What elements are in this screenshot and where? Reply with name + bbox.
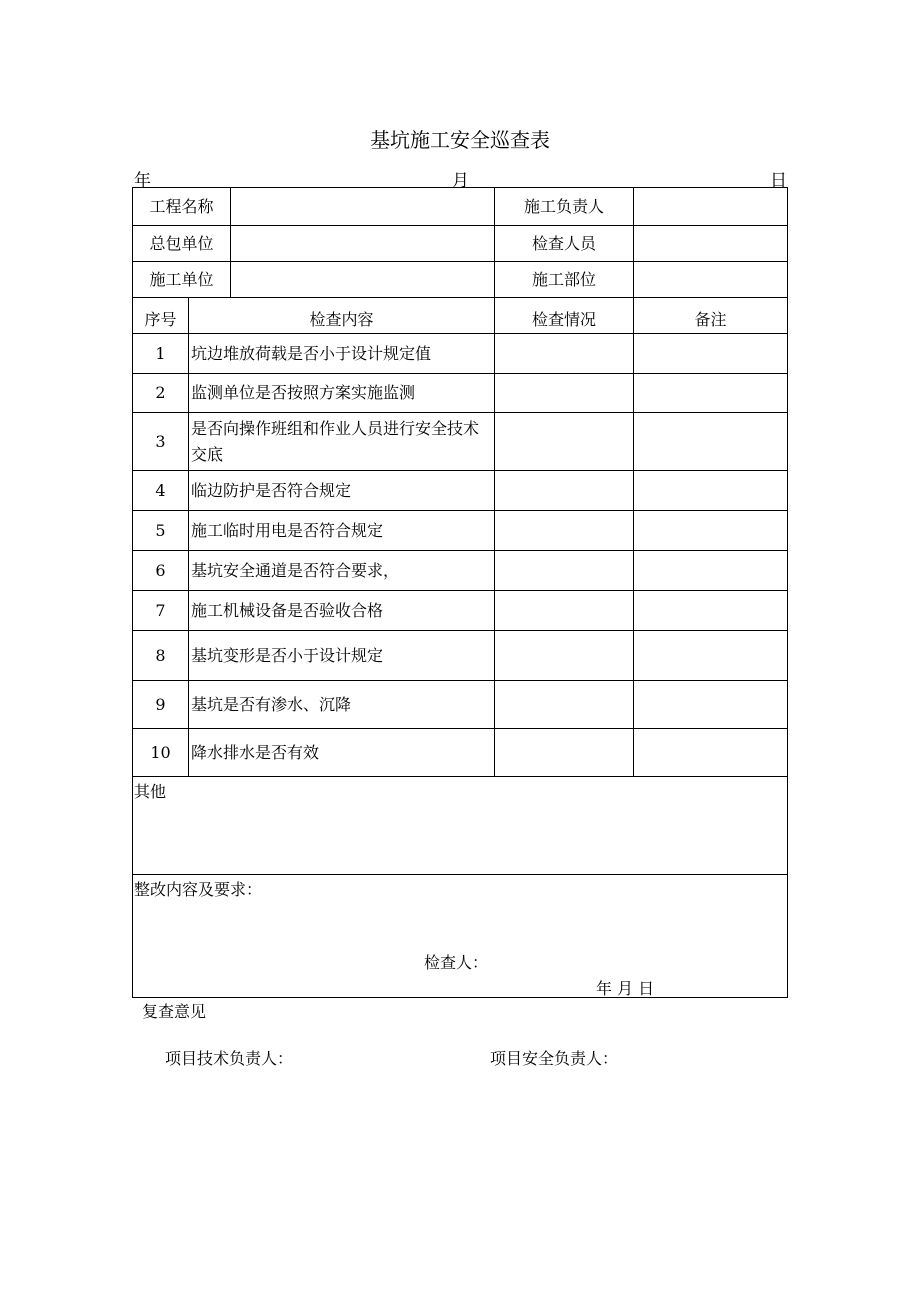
- page-title: 基坑施工安全巡查表: [370, 128, 550, 152]
- column-header-seq: 序号: [144, 309, 177, 329]
- item-number: 6: [155, 560, 166, 580]
- general-contractor-label: 总包单位: [149, 233, 214, 253]
- item-text: 基坑变形是否小于设计规定: [191, 645, 384, 665]
- item-text: 坑边堆放荷载是否小于设计规定值: [191, 343, 432, 363]
- item-text: 是否向操作班组和作业人员进行安全技术交底: [191, 418, 480, 464]
- other-field[interactable]: [134, 800, 784, 872]
- construction-location-label: 施工部位: [531, 269, 596, 289]
- rectification-label: 整改内容及要求：: [134, 880, 263, 899]
- item-text: 基坑是否有渗水、沉降: [191, 694, 352, 714]
- item-text: 施工机械设备是否验收合格: [191, 600, 384, 620]
- construction-unit-label: 施工单位: [149, 269, 214, 289]
- item-number: 10: [150, 742, 171, 762]
- column-header-content: 检查内容: [309, 309, 374, 329]
- sign-date: 年 月 日: [596, 979, 655, 998]
- other-label: 其他: [134, 782, 167, 801]
- item-number: 9: [155, 694, 166, 714]
- date-day-label: 日: [770, 171, 787, 191]
- construction-location-field[interactable]: [634, 262, 787, 297]
- column-header-status: 检查情况: [531, 309, 596, 329]
- date-year-label: 年: [134, 171, 151, 191]
- general-contractor-field[interactable]: [231, 226, 494, 261]
- item-number: 5: [155, 520, 166, 540]
- item-text: 基坑安全通道是否符合要求，: [191, 560, 400, 580]
- project-name-label: 工程名称: [149, 196, 214, 216]
- item-number: 7: [155, 600, 166, 620]
- inspector-personnel-label: 检查人员: [531, 233, 596, 253]
- inspector-personnel-field[interactable]: [634, 226, 787, 261]
- item-number: 3: [155, 431, 166, 451]
- construction-leader-field[interactable]: [634, 188, 787, 225]
- inspector-signature-label: 检查人：: [424, 953, 489, 972]
- item-number: 4: [155, 480, 166, 500]
- construction-leader-label: 施工负责人: [523, 196, 604, 216]
- safety-leader-label: 项目安全负责人：: [490, 1049, 619, 1068]
- date-month-label: 月: [452, 171, 469, 191]
- construction-unit-field[interactable]: [231, 262, 494, 297]
- item-text: 降水排水是否有效: [191, 742, 320, 762]
- column-header-remarks: 备注: [694, 309, 727, 329]
- item-text: 施工临时用电是否符合规定: [191, 520, 384, 540]
- item-number: 2: [155, 383, 166, 402]
- review-label: 复查意见: [142, 1002, 207, 1021]
- project-name-field[interactable]: [231, 188, 494, 225]
- item-number: 8: [155, 645, 166, 665]
- item-text: 监测单位是否按照方案实施监测: [191, 383, 416, 402]
- item-text: 临边防护是否符合规定: [191, 480, 352, 500]
- tech-leader-label: 项目技术负责人：: [165, 1049, 294, 1068]
- item-number: 1: [155, 343, 166, 363]
